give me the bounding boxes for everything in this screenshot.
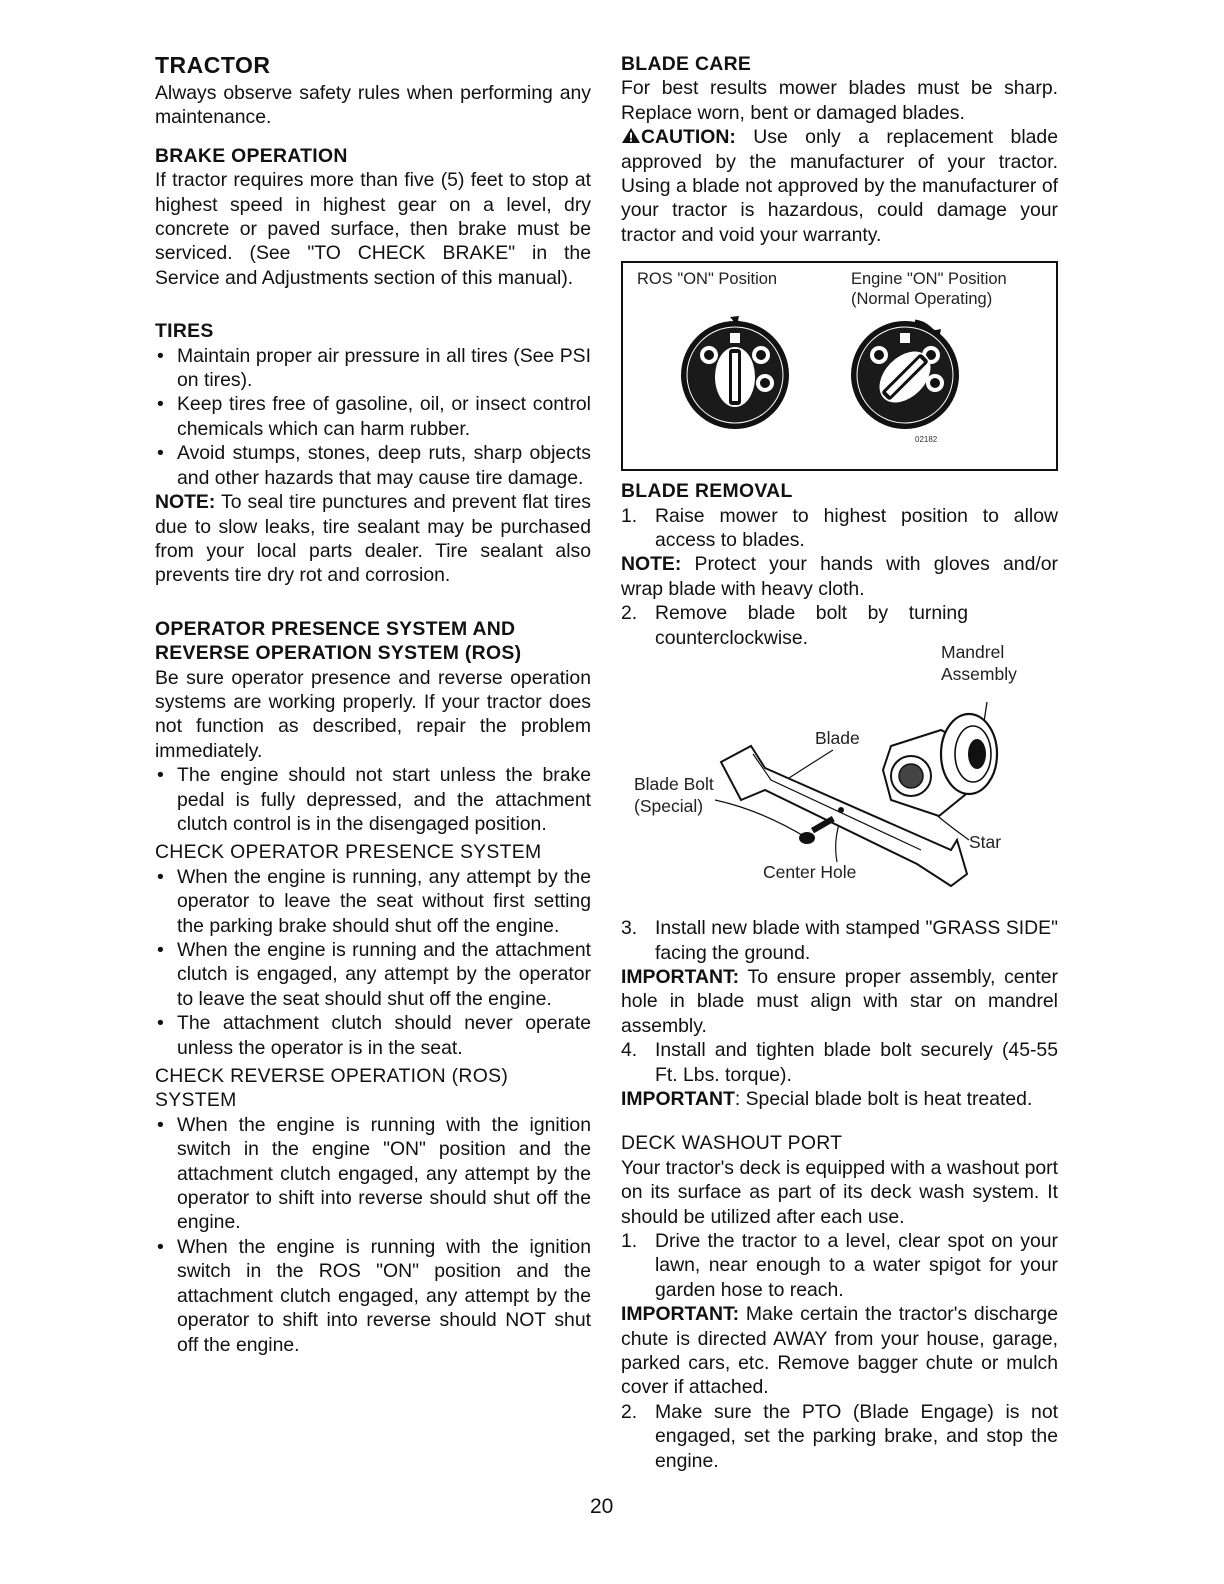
washout-steps-2	[621, 1400, 1058, 1473]
brake-heading: BRAKE OPERATION	[155, 144, 348, 167]
step-text: Make sure the PTO (Blade Engage) is not engaged, set the parking brake, and stop the engine.	[655, 1400, 1058, 1472]
washout-important	[621, 1302, 1058, 1400]
step-number: 3.	[621, 917, 638, 940]
check-ros-list	[155, 1113, 591, 1357]
washout-steps	[621, 1229, 1058, 1302]
blade-bolt-label: Blade Bolt	[634, 774, 714, 795]
blade-removal-steps	[621, 504, 1058, 553]
list-item: • The engine should not start unless the brake pedal is fully depressed, and the attachment clutch control is in the disengaged position.	[155, 763, 591, 836]
list-item	[621, 1400, 1058, 1473]
tires-list	[155, 344, 591, 490]
list-item: • Avoid stumps, stones, deep ruts, sharp objects and other hazards that may cause tire damage.	[155, 441, 591, 490]
list-item: • The attachment clutch should never operate unless the operator is in the seat.	[155, 1011, 591, 1060]
step-number: 1.	[621, 1229, 638, 1252]
ros-on-label: ROS "ON" Position	[637, 270, 778, 289]
center-hole-label: Center Hole	[763, 862, 857, 883]
step-text: Raise mower to highest position to allow access to blades.	[655, 504, 1058, 552]
normal-operating-label: (Normal Operating)	[851, 290, 993, 309]
washout-text: Your tractor's deck is equipped with a washout port on its surface as part of its deck wash system. It should be utilized after each use.	[621, 1156, 1058, 1228]
blade-removal-heading: BLADE REMOVAL	[621, 480, 793, 503]
ignition-switch-engine-icon	[845, 303, 975, 433]
intro-text: Always observe safety rules when performing any maintenance.	[155, 82, 591, 129]
tires-heading: TIRES	[155, 320, 214, 343]
washout-heading: DECK WASHOUT PORT	[621, 1132, 843, 1155]
important-2	[621, 1087, 1058, 1111]
note-label: NOTE:	[621, 553, 682, 576]
tires-note	[155, 490, 591, 588]
blade-removal-note	[621, 552, 1058, 601]
check-ops-heading: CHECK OPERATOR PRESENCE SYSTEM	[155, 841, 542, 864]
brake-text: If tractor requires more than five (5) feet to stop at highest speed in highest gear on a level, dry concrete or paved surface, then brake must be serviced. (See "TO CHECK BRAKE" in the Service and Adjustments section of this manual).	[155, 169, 591, 289]
ops-heading: OPERATOR PRESENCE SYSTEM AND REVERSE OPERATION SYSTEM (ROS)	[155, 617, 522, 665]
step-text: Drive the tractor to a level, clear spot on your lawn, near enough to a water spigot for your garden hose to reach.	[655, 1229, 1058, 1301]
list-item: • Maintain proper air pressure in all tires (See PSI on tires).	[155, 344, 591, 393]
step-number: 1.	[621, 504, 638, 527]
blade-label: Blade	[815, 728, 860, 749]
check-ros-heading: CHECK REVERSE OPERATION (ROS) SYSTEM	[155, 1065, 509, 1112]
star-label: Star	[969, 832, 1002, 853]
step-text: Install new blade with stamped "GRASS SIDE" facing the ground.	[655, 917, 1058, 964]
step-number: 4.	[621, 1039, 638, 1062]
important-text: To ensure proper assembly, center hole in blade must align with star on mandrel assembly.	[621, 965, 1058, 1037]
warning-icon	[621, 127, 641, 144]
step-number: 2.	[621, 1400, 638, 1423]
step-text: Remove blade bolt by turning counterclockwise.	[655, 602, 968, 649]
ignition-switch-ros-icon	[675, 303, 805, 433]
ops-text: Be sure operator presence and reverse operation systems are working properly. If your tractor does not function as described, repair the problem immediately.	[155, 666, 591, 762]
special-label: (Special)	[634, 796, 704, 817]
important-label: IMPORTANT:	[621, 1303, 740, 1326]
install-steps-2	[621, 1038, 1058, 1087]
caution-text	[621, 125, 1058, 247]
engine-on-label: Engine "ON" Position	[851, 270, 1007, 289]
list-item: • When the engine is running and the attachment clutch is engaged, any attempt by the operator to leave the seat should shut off the engine.	[155, 938, 591, 1011]
note-label: NOTE:	[155, 491, 216, 514]
list-item: • Keep tires free of gasoline, oil, or insect control chemicals which can harm rubber.	[155, 392, 591, 441]
blade-assembly-figure	[621, 642, 1058, 912]
step-text: Install and tighten blade bolt securely (45-55 Ft. Lbs. torque).	[655, 1039, 1058, 1086]
note-text: To seal tire punctures and prevent flat tires due to slow leaks, tire sealant may be purchased from your local parts dealer. Tire sealant also prevents tire dry rot and corrosion.	[155, 491, 591, 587]
figure-code: 02182	[915, 435, 938, 445]
note-text: Protect your hands with gloves and/or wrap blade with heavy cloth.	[621, 553, 1059, 600]
ops-list	[155, 763, 591, 836]
caution-body: Use only a replacement blade approved by the manufacturer of your tractor. Using a blade not approved by the manufacturer of your tractor is hazardous, could damage your tractor and void your warranty.	[621, 126, 1059, 246]
blade-care-heading: BLADE CARE	[621, 53, 752, 75]
page-number: 20	[590, 1495, 614, 1518]
important-1	[621, 965, 1058, 1038]
step-number: 2.	[621, 602, 638, 625]
important-label: IMPORTANT	[621, 1087, 735, 1110]
list-item: • When the engine is running, any attempt by the operator to leave the seat without first setting the parking brake should shut off the engine.	[155, 865, 591, 938]
list-item: • When the engine is running with the ignition switch in the engine "ON" position and the attachment clutch engaged, any attempt by the operator to shift into reverse should shut off the engine.	[155, 1113, 591, 1235]
mandrel-label: Mandrel	[941, 642, 1005, 663]
important-text: Make certain the tractor's discharge chute is directed AWAY from your house, garage, parked cars, etc. Remove bagger chute or mulch cover if attached.	[621, 1303, 1058, 1399]
install-steps	[621, 916, 1058, 965]
check-ops-list	[155, 865, 591, 1060]
list-item: • When the engine is running with the ignition switch in the ROS "ON" position and the attachment clutch engaged, any attempt by the operator to shift into reverse should NOT shut off the engine.	[155, 1235, 591, 1357]
blade-care-text: For best results mower blades must be sharp. Replace worn, bent or damaged blades.	[621, 77, 1058, 124]
caution-label: CAUTION:	[641, 126, 736, 149]
section-title: TRACTOR	[155, 52, 271, 78]
blade-diagram-icon	[621, 650, 1058, 912]
important-text: : Special blade bolt is heat treated.	[734, 1087, 1033, 1110]
important-label: IMPORTANT:	[621, 965, 740, 988]
assembly-label: Assembly	[941, 664, 1017, 685]
list-item	[621, 504, 1058, 553]
list-item	[621, 1229, 1058, 1302]
list-item	[621, 1038, 1058, 1087]
right-column	[621, 52, 1058, 1473]
ignition-figure	[621, 261, 1058, 471]
list-item	[621, 916, 1058, 965]
left-column	[155, 52, 591, 1357]
